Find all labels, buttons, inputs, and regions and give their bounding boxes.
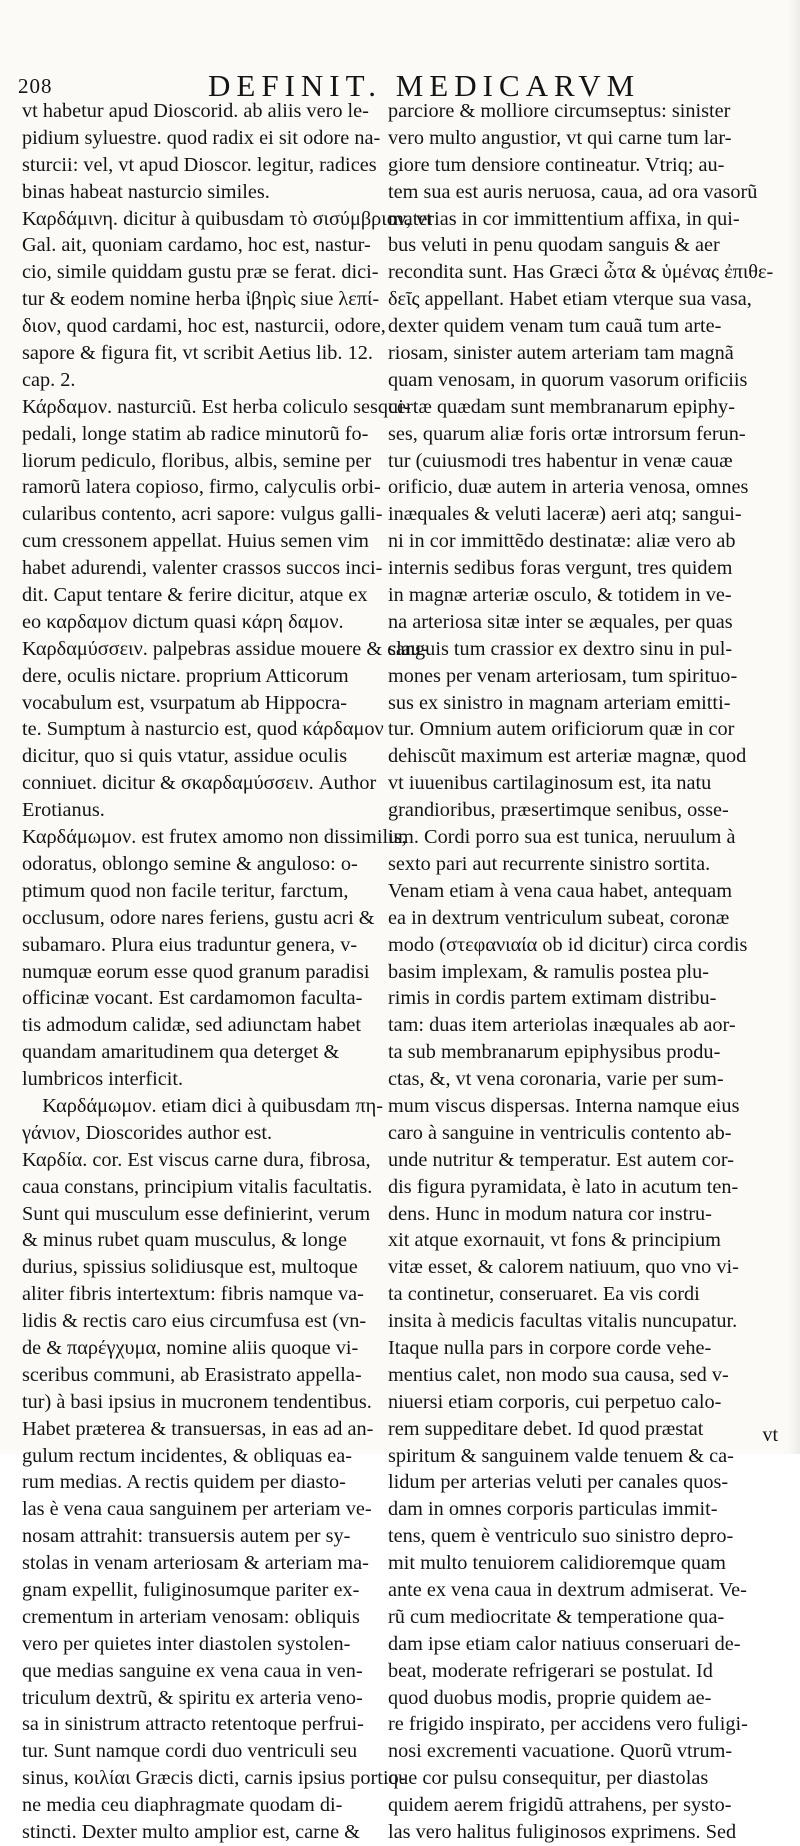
text-line: habet adurendi, valenter crassos succos inci-: [22, 557, 383, 580]
text-line: quod duobus modis, proprie quidem ae-: [388, 1686, 712, 1709]
text-line: dehiscũt maximum est arteriæ magnæ, quod: [388, 745, 747, 768]
text-line: Καρδάμωμον. etiam dici à quibusdam πη-: [22, 1094, 384, 1117]
text-line: internis sedibus foras vergunt, tres quidem: [388, 557, 733, 580]
text-line: que cor pulsu consequitur, per diastolas: [388, 1767, 709, 1790]
text-line: niuersi etiam corporis, cui perpetuo calo-: [388, 1390, 722, 1413]
text-line: que medias sanguine ex vena caua in ven-: [22, 1659, 363, 1682]
text-line: na arteriosa sitæ inter se æquales, per quas: [388, 610, 733, 633]
text-line: vocabulum est, vsurpatum ab Hippocra-: [22, 691, 347, 714]
text-line: subamaro. Plura eius traduntur genera, v-: [22, 933, 358, 956]
text-line: occlusum, odore nares feriens, gustu acri &: [22, 906, 375, 929]
text-line: cio, simile quiddam gustu præ se ferat. dici-: [22, 261, 379, 284]
text-line: grandioribus, præsertimque senibus, osse-: [388, 799, 729, 822]
text-line: odoratus, oblongo semine & anguloso: o-: [22, 852, 358, 875]
text-line: dam ipse etiam calor natiuus conseruari de-: [388, 1632, 741, 1655]
text-line: in magnæ arteriæ osculo, & totidem in ve-: [388, 584, 732, 607]
text-line: riosam, sinister autem arteriam tam magnã: [388, 342, 734, 365]
text-line: pedali, longe statim ab radice minutorũ fo-: [22, 422, 369, 445]
text-line: dam in omnes corporis particulas immit-: [388, 1498, 718, 1521]
text-line: vt habetur apud Dioscorid. ab aliis vero le-: [22, 100, 369, 122]
text-line: pidium syluestre. quod radix ei sit odore na-: [22, 126, 381, 149]
text-line: Καρδία. cor. Est viscus carne dura, fibrosa,: [22, 1148, 371, 1171]
text-line: inæquales & veluti laceræ) aeri atq; sangui-: [388, 503, 742, 526]
text-line: sapore & figura fit, vt scribit Aetius lib. 12.: [22, 342, 373, 365]
text-line: quidem aerem frigidũ attrahens, per systo-: [388, 1794, 732, 1817]
text-line: orificio, duæ autem in arteria venosa, omnes: [388, 476, 749, 499]
text-line: triculum dextrũ, & spiritu ex arteria veno-: [22, 1686, 363, 1709]
text-line: modo (στεφανιαία ob id dicitur) circa cordis: [388, 933, 748, 956]
text-line: sanguis tum crassior ex dextro sinu in pul-: [388, 637, 733, 660]
text-line: stolas in venam arteriosam & arteriam ma-: [22, 1552, 369, 1575]
text-line: gulum rectum incidentes, & obliquas ea-: [22, 1444, 353, 1467]
text-line: sturcii: vel, vt apud Dioscor. legitur, radices: [22, 153, 377, 176]
text-line: lidum per arterias veluti per canales quos-: [388, 1471, 729, 1494]
text-line: beat, moderate refrigerari se postulat. Id: [388, 1659, 713, 1682]
text-line: rũ cum mediocritate & temperatione qua-: [388, 1605, 725, 1628]
text-line: nosam attrahit: transuersis autem per sy-: [22, 1525, 351, 1548]
text-line: eo καρδαμον dictum quasi κάρη δαμον.: [22, 610, 344, 633]
text-line: Κάρδαμον. nasturciũ. Est herba coliculo sesqui-: [22, 395, 411, 418]
text-line: basim implexam, & ramulis postea plu-: [388, 960, 710, 983]
text-line: vero multo angustior, vt qui carne tum lar-: [388, 126, 732, 149]
text-line: um. Cordi porro sua est tunica, neruulum à: [388, 826, 736, 849]
text-line: sexto pari aut recurrente sinistro sortita.: [388, 852, 711, 875]
text-line: ne media ceu diaphragmate quodam di-: [22, 1794, 343, 1817]
text-line: las è vena caua sanguinem per arteriam ve-: [22, 1498, 372, 1521]
text-line: caua constans, principium vitalis facultatis.: [22, 1175, 373, 1198]
text-line: διον, quod cardami, hoc est, nasturcii, odore,: [22, 315, 386, 338]
text-line: mit multo tenuiorem calidioremque quam: [388, 1552, 726, 1575]
text-line: ante ex vena caua in dextrum admiserat. Ve-: [388, 1578, 747, 1601]
text-line: cap. 2.: [22, 368, 76, 391]
text-line: tem sua est auris neruosa, caua, ad ora vasorũ: [388, 180, 758, 203]
text-line: δεῖς appellant. Habet etiam vterque sua vasa,: [388, 288, 752, 311]
text-line: aliter fibris intertextum: fibris namque va-: [22, 1283, 364, 1306]
text-line: tur. Omnium autem orificiorum quæ in cor: [388, 718, 735, 741]
text-line: giore tum densiore contineatur. Vtriq; au-: [388, 153, 725, 176]
text-line: ta sub membranarum epiphysibus produ-: [388, 1041, 721, 1064]
text-line: lumbricos interficit.: [22, 1068, 184, 1091]
text-line: numquæ eorum esse quod granum paradisi: [22, 960, 370, 983]
right-text-column: [388, 98, 780, 1846]
text-line: dens. Hunc in modum natura cor instru-: [388, 1202, 712, 1225]
text-line: sa in sinistrum attracto retentoque perfrui-: [22, 1713, 364, 1736]
text-line: tis admodum calidæ, sed adiunctam habet: [22, 1014, 362, 1037]
text-line: parciore & molliore circumseptus: sinister: [388, 100, 731, 122]
text-line: stincti. Dexter multo amplior est, carne &: [22, 1821, 360, 1843]
text-line: re frigido inspirato, per accidens vero fuligi-: [388, 1713, 748, 1736]
text-line: vitæ esset, & calorem natiuum, quo vno vi-: [388, 1256, 739, 1279]
text-line: ni in cor immittẽdo destinatæ: aliæ vero ab: [388, 530, 736, 553]
text-line: mones per venam arteriosam, tum spirituo-: [388, 664, 738, 687]
left-text-column: [22, 98, 432, 1846]
text-line: dicitur, quo si quis vtatur, assidue oculis: [22, 745, 348, 768]
text-line: lidis & rectis caro eius circumfusa est (vn-: [22, 1310, 367, 1333]
text-line: rimis in cordis partem extimam distribu-: [388, 987, 717, 1010]
text-line: de & παρέγχυμα, nomine aliis quoque vi-: [22, 1336, 359, 1359]
text-line: ea in dextrum ventriculum subeat, coronæ: [388, 906, 730, 929]
text-line: officinæ vocant. Est cardamomon faculta-: [22, 987, 363, 1010]
text-line: insita à medicis facultas vitalis nuncupatur.: [388, 1310, 738, 1333]
text-line: Itaque nulla pars in corpore corde vehe-: [388, 1336, 712, 1359]
text-line: durius, spissius solidiusque est, multoque: [22, 1256, 358, 1279]
text-line: xit atque exornauit, vt fons & principium: [388, 1229, 721, 1252]
text-line: Καρδάμωμον. est frutex amomo non dissimilis,: [22, 826, 407, 849]
text-line: sus ex sinistro in magnam arteriam emitti-: [388, 691, 731, 714]
text-line: rem suppeditare debet. Id quod præstat: [388, 1417, 704, 1440]
text-line: cularibus contento, acri sapore: vulgus galli-: [22, 503, 383, 526]
text-line: vero per quietes inter diastolen systolen-: [22, 1632, 351, 1655]
text-line: rum medias. A rectis quidem per diasto-: [22, 1471, 346, 1494]
text-line: caro à sanguine in ventriculis contento ab-: [388, 1121, 732, 1144]
text-line: tur. Sunt namque cordi duo ventriculi seu: [22, 1740, 358, 1763]
text-line: mentius calet, non modo sua causa, sed v-: [388, 1363, 729, 1386]
text-line: certæ quædam sunt membranarum epiphy-: [388, 395, 735, 418]
running-title: DEFINIT. MEDICARVM: [208, 68, 641, 103]
text-line: bus veluti in penu quodam sanguis & aer: [388, 234, 720, 257]
text-line: Καρδάμινη. dicitur à quibusdam τὸ σισύμβριον, vt: [22, 207, 432, 230]
text-line: dit. Caput tentare & ferire dicitur, atque ex: [22, 584, 368, 607]
text-line: ctas, &, vt vena coronaria, varie per sum-: [388, 1068, 724, 1091]
catchword: vt: [762, 1424, 778, 1446]
text-line: vt iuuenibus cartilaginosum est, ita natu: [388, 772, 712, 795]
text-line: nosi excrementi vacuatione. Quorũ vtrum-: [388, 1740, 733, 1763]
text-line: gnam expellit, fuliginosumque pariter ex-: [22, 1578, 360, 1601]
text-line: Venam etiam à vena caua habet, antequam: [388, 879, 733, 902]
text-line: Καρδαμύσσειν. palpebras assidue mouere & clau-: [22, 637, 428, 660]
text-line: conniuet. dicitur & σκαρδαμύσσειν. Author: [22, 772, 377, 795]
text-line: liorum pediculo, floribus, albis, semine per: [22, 449, 372, 472]
text-line: Sunt qui musculum esse definierint, verum: [22, 1202, 371, 1225]
text-line: sceribus communi, ab Erasistrato appella-: [22, 1363, 362, 1386]
text-line: tens, quem è ventriculo suo sinistro depro-: [388, 1525, 734, 1548]
text-line: recondita sunt. Has Græci ὦτα & ὑμένας ἐπιθε-: [388, 261, 774, 284]
text-line: Gal. ait, quoniam cardamo, hoc est, nastur-: [22, 234, 371, 257]
text-line: tur) à basi ipsius in mucronem tendentibus.: [22, 1390, 372, 1413]
text-line: tam: duas item arteriolas inæquales ab aor-: [388, 1014, 736, 1037]
page-number: 208: [18, 74, 53, 98]
text-line: tur & eodem nomine herba ἰβηρὶς siue λεπί-: [22, 288, 380, 311]
text-line: te. Sumptum à nasturcio est, quod κάρδαμον: [22, 718, 384, 741]
text-line: quam venosam, in quorum vasorum orificiis: [388, 368, 748, 391]
text-line: ramorũ latera copioso, firmo, calyculis orbi-: [22, 476, 381, 499]
text-line: las vero halitus fuliginosos exprimens. Sed: [388, 1821, 737, 1843]
text-line: γάνιον, Dioscorides author est.: [22, 1121, 273, 1144]
text-line: spiritum & sanguinem valde tenuem & ca-: [388, 1444, 734, 1467]
text-line: mum viscus dispersas. Interna namque eius: [388, 1094, 740, 1117]
text-line: materias in cor immittentium affixa, in qui-: [388, 207, 740, 230]
text-line: quandam amaritudinem qua deterget &: [22, 1041, 340, 1064]
text-line: tur (cuiusmodi tres habentur in venæ cauæ: [388, 449, 733, 472]
text-line: dexter quidem venam tum cauã tum arte-: [388, 315, 722, 338]
text-line: Habet præterea & transuersas, in eas ad an-: [22, 1417, 374, 1440]
text-line: ses, quarum aliæ foris ortæ introrsum ferun-: [388, 422, 746, 445]
text-line: binas habeat nasturcio similes.: [22, 180, 270, 203]
text-line: Erotianus.: [22, 799, 105, 822]
text-line: unde nutritur & temperatur. Est autem cor-: [388, 1148, 734, 1171]
text-line: ptimum quod non facile teritur, farctum,: [22, 879, 349, 902]
text-line: crementum in arteriam venosam: obliquis: [22, 1605, 360, 1628]
text-line: & minus rubet quam musculus, & longe: [22, 1229, 348, 1252]
text-line: cum cressonem appellat. Huius semen vim: [22, 530, 369, 553]
text-line: sinus, κοιλίαι Græcis dicti, carnis ipsius portio-: [22, 1767, 406, 1790]
text-line: dere, oculis nictare. proprium Atticorum: [22, 664, 349, 687]
text-line: dis figura pyramidata, è lato in acutum ten-: [388, 1175, 739, 1198]
page-edge-shadow: [788, 0, 800, 1454]
text-line: ta continetur, conseruaret. Ea vis cordi: [388, 1283, 700, 1306]
